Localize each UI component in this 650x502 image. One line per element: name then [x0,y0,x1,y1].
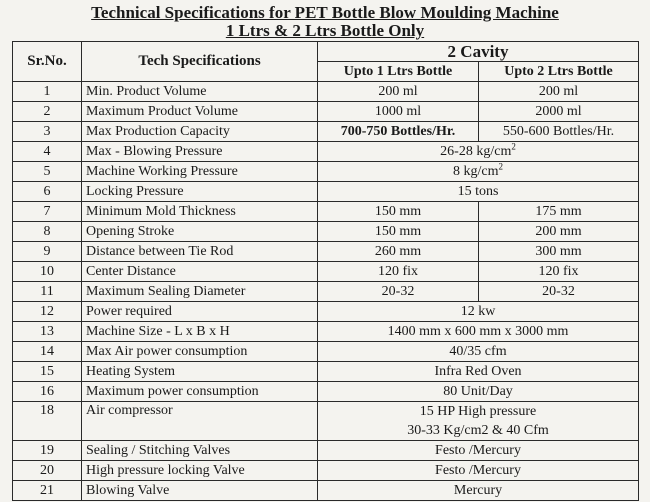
spec-cell: Machine Working Pressure [82,162,318,182]
sr-cell: 21 [13,481,82,501]
merged-value-cell: 15 HP High pressure [318,402,639,422]
spec-cell: Distance between Tie Rod [82,242,318,262]
table-row [13,322,639,342]
sr-cell: 2 [13,102,82,122]
spec-cell: Opening Stroke [82,222,318,242]
sr-cell: 5 [13,162,82,182]
merged-value-cell [318,142,639,162]
table-row [13,202,639,222]
merged-value-cell: Mercury [318,481,639,501]
table-row [13,242,639,262]
spec-cell: Maximum Sealing Diameter [82,282,318,302]
sr-cell: 10 [13,262,82,282]
table-row [13,362,639,382]
table-row [13,382,639,402]
table-row [13,441,639,461]
value-cell-2l: 550-600 Bottles/Hr. [479,122,639,142]
table-row [13,122,639,142]
value-superscript: 2 [498,161,503,172]
merged-value-cell: 12 kw [318,302,639,322]
sr-cell: 13 [13,322,82,342]
value-text: 8 kg/cm [453,164,499,179]
value-cell-1l: 260 mm [318,242,479,262]
sr-cell: 9 [13,242,82,262]
sr-cell: 12 [13,302,82,322]
table-row [13,142,639,162]
merged-value-cell: 15 tons [318,182,639,202]
merged-value-cell: 1400 mm x 600 mm x 3000 mm [318,322,639,342]
merged-value-cell: Festo /Mercury [318,461,639,481]
sr-cell: 4 [13,142,82,162]
value-cell-1l: 150 mm [318,202,479,222]
spec-cell: High pressure locking Valve [82,461,318,481]
sr-cell: 8 [13,222,82,242]
spec-table [12,41,639,501]
spec-cell: Maximum power consumption [82,382,318,402]
header-sr-no: Sr.No. [13,42,82,82]
value-cell-2l: 300 mm [479,242,639,262]
sr-cell: 16 [13,382,82,402]
table-row [13,481,639,501]
spec-cell: Min. Product Volume [82,82,318,102]
sr-cell: 7 [13,202,82,222]
document-subtitle: 1 Ltrs & 2 Ltrs Bottle Only [225,21,425,40]
table-row [13,222,639,242]
value-superscript: 2 [511,141,516,152]
spec-cell: Air compressor [82,402,318,441]
table-row [13,182,639,202]
spec-cell: Power required [82,302,318,322]
header-tech-specifications: Tech Specifications [82,42,318,82]
merged-value-cell-line2: 30-33 Kg/cm2 & 40 Cfm [318,421,639,441]
sr-cell: 6 [13,182,82,202]
value-cell-2l: 120 fix [479,262,639,282]
sr-cell: 11 [13,282,82,302]
value-cell-1l: 1000 ml [318,102,479,122]
value-cell-2l: 20-32 [479,282,639,302]
header-upto-2-ltrs: Upto 2 Ltrs Bottle [479,62,639,82]
merged-value-cell: Festo /Mercury [318,441,639,461]
sr-cell: 20 [13,461,82,481]
sr-cell: 18 [13,402,82,441]
merged-value-cell: 80 Unit/Day [318,382,639,402]
document-title: Technical Specifications for PET Bottle Blow Moulding Machine [91,3,559,22]
table-row [13,102,639,122]
sr-cell: 15 [13,362,82,382]
table-row [13,82,639,102]
sr-cell: 19 [13,441,82,461]
value-cell-1l: 200 ml [318,82,479,102]
value-cell-2l: 175 mm [479,202,639,222]
spec-cell: Maximum Product Volume [82,102,318,122]
value-cell-1l: 150 mm [318,222,479,242]
spec-cell: Heating System [82,362,318,382]
table-row [13,461,639,481]
spec-cell: Max - Blowing Pressure [82,142,318,162]
table-row [13,342,639,362]
table-row [13,262,639,282]
table-row [13,282,639,302]
table-row [13,302,639,322]
value-text: 26-28 kg/cm [440,144,512,159]
spec-cell: Minimum Mold Thickness [82,202,318,222]
sr-cell: 3 [13,122,82,142]
spec-cell: Max Air power consumption [82,342,318,362]
spec-cell: Center Distance [82,262,318,282]
table-row [13,162,639,182]
header-2-cavity: 2 Cavity [318,42,639,62]
value-cell-1l: 700-750 Bottles/Hr. [318,122,479,142]
value-cell-2l: 2000 ml [479,102,639,122]
spec-cell: Blowing Valve [82,481,318,501]
sr-cell: 14 [13,342,82,362]
merged-value-cell [318,162,639,182]
table-row [13,402,639,422]
header-upto-1-ltrs: Upto 1 Ltrs Bottle [318,62,479,82]
spec-cell: Max Production Capacity [82,122,318,142]
value-cell-1l: 20-32 [318,282,479,302]
merged-value-cell: Infra Red Oven [318,362,639,382]
spec-cell: Locking Pressure [82,182,318,202]
value-cell-2l: 200 mm [479,222,639,242]
sr-cell: 1 [13,82,82,102]
merged-value-cell: 40/35 cfm [318,342,639,362]
spec-cell: Sealing / Stitching Valves [82,441,318,461]
value-cell-1l: 120 fix [318,262,479,282]
value-cell-2l: 200 ml [479,82,639,102]
spec-cell: Machine Size - L x B x H [82,322,318,342]
